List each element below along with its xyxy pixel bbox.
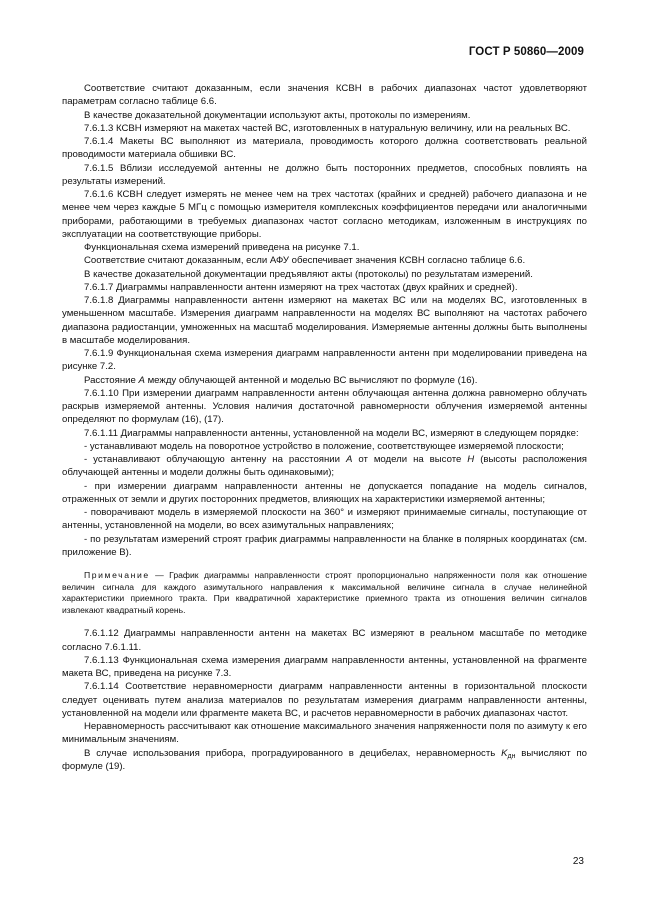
paragraph: 7.6.1.10 При измерении диаграмм направленности антенн облучающая антенна должна равномерно облучать раскрыв измеряемой антенны. Условия наличия достаточной равномерности облучения измеряемой антенны определяют по формулам (16), (17). xyxy=(62,387,587,426)
list-item: - при измерении диаграмм направленности антенны не допускается попадание на модель сигналов, отраженных от земли и других посторонних предметов, влияющих на характеристики измеряемой антенны; xyxy=(62,480,587,505)
paragraph: 7.6.1.6 КСВН следует измерять не менее чем на трех частотах (крайних и средней) рабочего диапазона и не менее чем через каждые 5 МГц с помощью измерителя комплексных коэффициентов передачи или аналогичными приборами, работающими в требуемых диапазонах частот согласно методикам, изложенным в инструкциях по эксплуатации на соответствующие приборы. xyxy=(62,189,587,240)
variable-a: A xyxy=(345,454,353,465)
list-item-antenna xyxy=(62,453,587,480)
document-header: ГОСТ Р 50860—2009 xyxy=(468,46,584,58)
page-number: 23 xyxy=(572,856,584,867)
list-item: - устанавливают модель на поворотное устройство в положение, соответствующее измеряемой плоскости; xyxy=(84,440,564,452)
text: В случае использования прибора, проградуированного в децибелах, неравномерность xyxy=(84,747,502,759)
paragraph: 7.6.1.14 Соответствие неравномерности диаграмм направленности антенны в горизонтальной плоскости следует оценивать путем анализа материалов по результатам измерения диаграмм направленности антенны, установленной на модели или фрагменте макета ВС, и расчетов неравномерности в рабочих диапазонах частот. xyxy=(62,681,587,719)
text: от модели на высоте xyxy=(352,454,468,465)
paragraph: 7.6.1.3 КСВН измеряют на макетах частей ВС, изготовленных в натуральную величину, или на реальных ВС. xyxy=(84,122,571,134)
note-label: Примечание xyxy=(84,570,150,580)
list-item: - по результатам измерений строят график диаграммы направленности на бланке в полярных координатах (см. приложение В). xyxy=(62,533,587,558)
paragraph: 7.6.1.13 Функциональная схема измерения диаграмм направленности антенны, установленной на фрагменте макета ВС, приведена на рисунке 7.3. xyxy=(62,654,587,680)
variable-h: H xyxy=(467,454,475,465)
variable-a: A xyxy=(138,374,145,386)
text: - устанавливают облучающую антенну на расстоянии xyxy=(84,454,346,465)
paragraph: 7.6.1.7 Диаграммы направленности антенн измеряют на трех частотах (двух крайних и средней). xyxy=(84,281,518,293)
paragraph-distance xyxy=(62,374,587,387)
paragraph: 7.6.1.4 Макеты ВС выполняют из материала, проводимость которого должна соответствовать реальной проводимости материала обшивки ВС. xyxy=(62,136,587,161)
paragraph: 7.6.1.8 Диаграммы направленности антенн измеряют на макетах ВС или на моделях ВС, изготовленных в уменьшенном масштабе. Измерения диаграмм направленности на моделях ВС выполняют на частотах рабочего диапазона радиостанции, умноженных на масштаб моделирования. Измеряемые антенны должны быть выполнены в масштабе моделирования. xyxy=(62,295,587,346)
paragraph: Неравномерность рассчитывают как отношение максимального значения напряженности поля по азимуту к его минимальным значениям. xyxy=(62,721,587,746)
variable-k: K xyxy=(501,747,508,759)
paragraph: В качестве доказательной документации предъявляют акты (протоколы) по результатам измерений. xyxy=(84,268,533,280)
paragraph: Соответствие считают доказанным, если значения КСВН в рабочих диапазонах частот удовлетворяют параметрам согласно таблице 6.6. xyxy=(62,83,587,108)
document-body xyxy=(62,82,587,773)
text: вычисляют по формуле (19). xyxy=(62,747,587,772)
paragraph: 7.6.1.12 Диаграммы направленности антенн на макетах ВС измеряют в реальном масштабе по методике согласно 7.6.1.11. xyxy=(62,628,587,653)
paragraph: 7.6.1.11 Диаграммы направленности антенны, установленной на модели ВС, измеряют в следующем порядке: xyxy=(84,427,579,439)
paragraph: 7.6.1.5 Вблизи исследуемой антенны не должно быть посторонних предметов, способных повлиять на результаты измерений. xyxy=(62,162,587,187)
paragraph: 7.6.1.9 Функциональная схема измерения диаграмм направленности антенн при моделировании приведена на рисунке 7.2. xyxy=(62,348,587,373)
text: между облучающей антенной и моделью ВС вычисляют по формуле (16). xyxy=(144,374,478,386)
subscript: дн xyxy=(507,752,516,760)
note-text: — График диаграммы направленности строят пропорционально напряженности поля как отношение величин сигнала для каждого азимутального направления к максимальной величине сигнала в случае нелинейной характеристики приемного тракта. При квадратичной характеристике приемного тракта из отношения величин сигналов извлекают квадратный корень. xyxy=(62,570,587,615)
list-item: - поворачивают модель в измеряемой плоскости на 360° и измеряют принимаемые сигналы, поступающие от антенны, установленной на модели, во всех азимутальных направлениях; xyxy=(62,507,587,532)
paragraph: Функциональная схема измерений приведена на рисунке 7.1. xyxy=(84,242,360,253)
note xyxy=(62,570,587,616)
paragraph: В качестве доказательной документации используют акты, протоколы по измерениям. xyxy=(84,109,471,121)
text: Расстояние xyxy=(84,374,139,386)
paragraph-last xyxy=(62,747,587,774)
paragraph: Соответствие считают доказанным, если АФУ обеспечивает значения КСВН согласно таблице 6.6. xyxy=(84,255,526,267)
text: (высоты расположения облучающей антенны и модели должны быть одинаковыми); xyxy=(62,454,587,479)
